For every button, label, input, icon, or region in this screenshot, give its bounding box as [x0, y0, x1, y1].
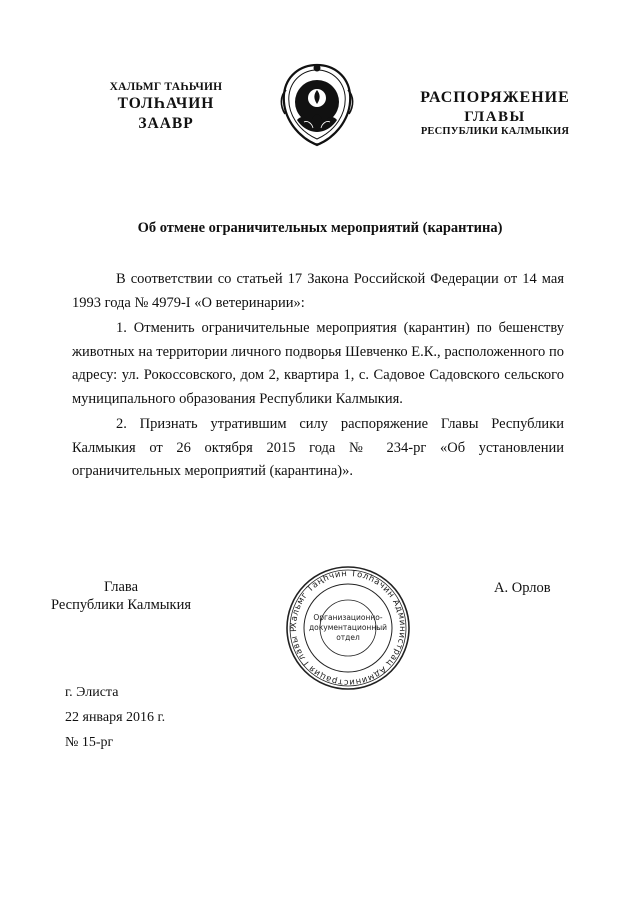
footer-number: № 15-рг — [65, 735, 114, 750]
seal-center-line2: документационный — [308, 623, 388, 632]
footer-date: 22 января 2016 г. — [65, 710, 166, 725]
header-kalmyk-line3: ЗААВР — [138, 114, 194, 132]
header-kalmyk-line2: ТОЛҺАЧИН — [117, 95, 215, 113]
signer-position-line2: Республики Калмыкия — [50, 597, 192, 613]
signer-name: А. Орлов — [494, 580, 551, 596]
kalmykia-coat-of-arms-icon — [272, 62, 362, 148]
intro-paragraph: В соответствии со статьей 17 Закона Российской Федерации от 14 мая 1993 года № 4979-I «О ветеринарии»: — [72, 271, 564, 311]
document-body — [72, 268, 564, 484]
header-kalmyk — [96, 80, 236, 133]
header-kalmyk-line1: ХАЛЬМГ ТАҺЬЧИН — [109, 81, 223, 93]
header-russian — [400, 88, 590, 139]
signer-position — [46, 578, 196, 614]
seal-center-line1: Организационно- — [313, 613, 383, 622]
header-russian-line1: РАСПОРЯЖЕНИЕ — [420, 89, 570, 106]
document-title: Об отмене ограничительных мероприятий (карантина) — [137, 220, 503, 236]
header-russian-line2: ГЛАВЫ — [464, 108, 526, 125]
seal-stamp-icon — [284, 564, 412, 692]
footer-city: г. Элиста — [65, 685, 119, 700]
document-footer — [65, 680, 165, 755]
seal-ring-text: Хальмг Таңһчин Толһачин Администрац Администрация Главы Р — [288, 568, 408, 688]
seal-center-line3: отдел — [336, 633, 360, 642]
header-russian-line3: РЕСПУБЛИКИ КАЛМЫКИЯ — [420, 125, 570, 137]
signer-position-line1: Глава — [103, 579, 139, 595]
item-2-paragraph: 2. Признать утратившим силу распоряжение Главы Республики Калмыкия от 26 октября 2015 года № 234-рг «Об установлении ограничительных мероприятий (карантина)». — [72, 416, 564, 479]
item-1-paragraph: 1. Отменить ограничительные мероприятия (карантин) по бешенству животных на территории личного подворья Шевченко Е.К., расположенного по адресу: ул. Рокоссовского, дом 2, квартира 1, с. Садовое Садовского сельского муниципального образования Республики Калмыкия. — [72, 320, 564, 407]
